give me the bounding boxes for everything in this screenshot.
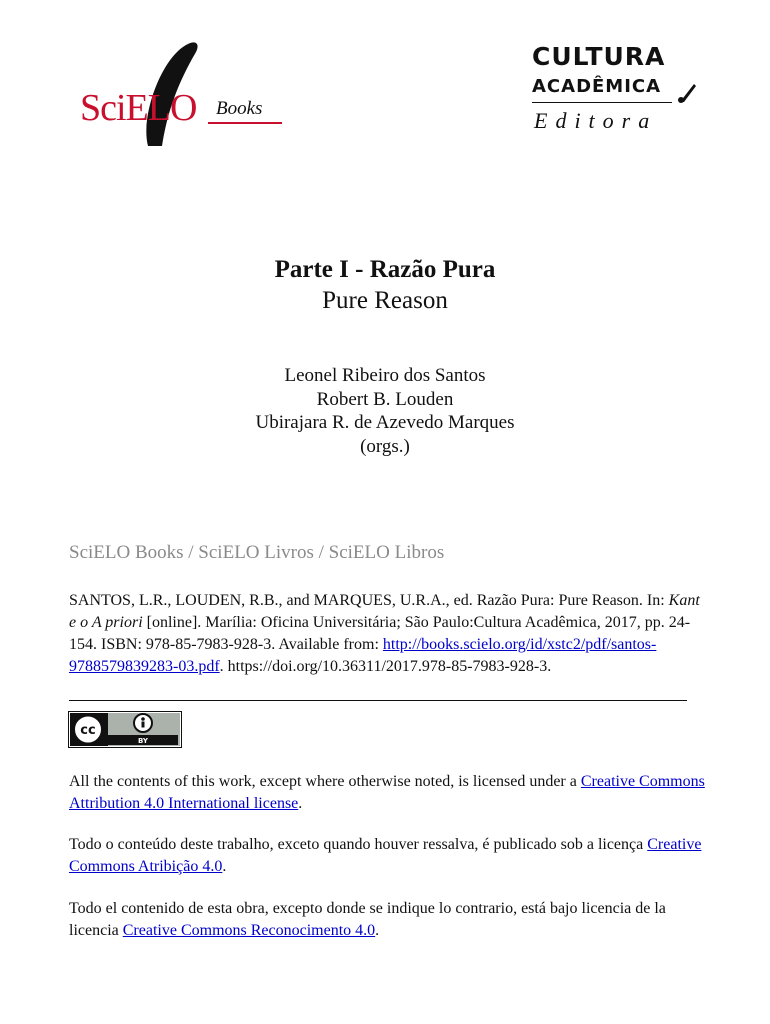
cc-badge-label: cc bbox=[80, 723, 96, 738]
cultura-logo-line3: Editora bbox=[534, 108, 658, 133]
license-link-es[interactable]: Creative Commons Reconocimento 4.0 bbox=[122, 922, 376, 939]
license-text: . bbox=[222, 858, 227, 875]
scielo-logo-text: SciELO bbox=[80, 87, 197, 129]
cc-by-license-icon[interactable] bbox=[68, 711, 182, 748]
cultura-logo-line1: CULTURA bbox=[532, 42, 666, 71]
authors-list bbox=[0, 364, 770, 458]
title-block bbox=[0, 255, 770, 317]
citation-book-title: Kant e o A priori bbox=[69, 592, 700, 631]
license-link-pt[interactable]: Creative Commons Atribição 4.0 bbox=[69, 836, 702, 875]
quill-icon bbox=[676, 80, 698, 106]
license-portuguese bbox=[69, 834, 709, 878]
editors-note: (orgs.) bbox=[360, 435, 410, 457]
license-link-en[interactable]: Creative Commons Attribution 4.0 International license bbox=[69, 773, 705, 812]
citation-pdf-link[interactable]: http://books.scielo.org/id/xstc2/pdf/santos-9788579839283-03.pdf bbox=[69, 636, 657, 675]
document-subtitle: Pure Reason bbox=[322, 287, 448, 314]
author-name: Leonel Ribeiro dos Santos bbox=[284, 365, 486, 386]
author-name: Ubirajara R. de Azevedo Marques bbox=[255, 412, 515, 433]
license-text: All the contents of this work, except where otherwise noted, is licensed under a bbox=[69, 773, 581, 790]
license-text: Todo o conteúdo deste trabalho, exceto quando houver ressalva, é publicado sob a licença bbox=[69, 836, 648, 853]
cultura-academica-logo bbox=[530, 42, 710, 142]
series-line: SciELO Books / SciELO Livros / SciELO Libros bbox=[69, 542, 445, 563]
citation-text: SANTOS, L.R., LOUDEN, R.B., and MARQUES, U.R.A., ed. Razão Pura: Pure Reason. In: bbox=[69, 592, 669, 609]
cultura-logo-line2: ACADÊMICA bbox=[532, 76, 662, 97]
citation-paragraph bbox=[69, 590, 709, 678]
scielo-books-text: Books bbox=[216, 98, 263, 119]
license-english bbox=[69, 771, 709, 815]
citation-doi: . https://doi.org/10.36311/2017.978-85-7983-928-3. bbox=[219, 658, 552, 675]
scielo-books-logo bbox=[70, 36, 290, 146]
author-name: Robert B. Louden bbox=[316, 388, 454, 410]
license-text: . bbox=[298, 795, 303, 812]
logo-underline bbox=[208, 122, 282, 124]
license-text: Todo el contenido de esta obra, excepto donde se indique lo contrario, está bajo licencia de la licencia bbox=[69, 900, 666, 939]
cultura-logo-rule bbox=[532, 102, 672, 103]
divider bbox=[69, 700, 687, 701]
citation-text: [online]. Marília: Oficina Universitária; São Paulo:Cultura Acadêmica, 2017, pp. 24-154. ISBN: 978-85-7983-928-3. Available from: bbox=[69, 614, 691, 653]
cc-badge-by: BY bbox=[137, 737, 149, 745]
license-spanish bbox=[69, 898, 709, 942]
document-title: Parte I - Razão Pura bbox=[274, 256, 496, 283]
license-text: . bbox=[375, 922, 380, 939]
